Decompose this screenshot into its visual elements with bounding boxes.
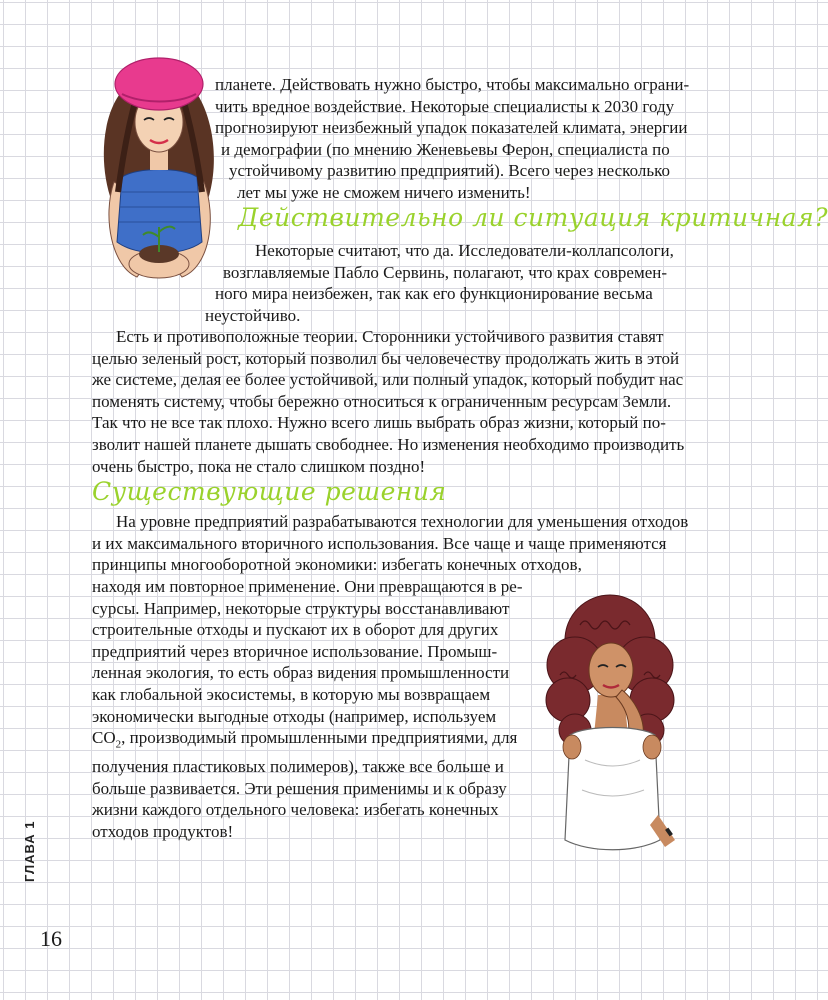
section1-line: очень быстро, пока не стало слишком поздно!	[92, 456, 426, 476]
co2-formula: CO	[92, 728, 116, 748]
intro-line: устойчивому развитию предприятий). Всего через несколько	[229, 161, 670, 181]
section2-line: жизни каждого отдельного человека: избегать конечных	[92, 800, 499, 820]
section1-line: зволит нашей планете дышать свободнее. Но изменения необходимо производить	[92, 434, 685, 454]
section2-line: больше развивается. Эти решения применимы и к образу	[92, 778, 507, 798]
section-heading-solutions: Существующие решения	[92, 477, 447, 506]
section2-line: На уровне предприятий разрабатываются технологии для уменьшения отходов	[116, 512, 689, 531]
section2-paragraph-a	[92, 511, 692, 576]
section2-paragraph-b	[92, 576, 532, 843]
section2-line: ленная экология, то есть образ видения промышленности	[92, 663, 510, 683]
section1-line: целью зеленый рост, который позволил бы человечеству продолжать жить в этой	[92, 348, 680, 368]
intro-line: чить вредное воздействие. Некоторые специалисты к 2030 году	[215, 96, 675, 116]
section2-line: сурсы. Например, некоторые структуры восстанавливают	[92, 598, 510, 618]
section2-line: находя им повторное применение. Они превращаются в ре-	[92, 577, 523, 596]
woman-with-seedling-illustration	[92, 42, 222, 297]
section2-line: экономически выгодные отходы (например, используем	[92, 706, 497, 726]
section2-line: как глобальной экосистемы, в которую мы возвращаем	[92, 684, 491, 704]
section1-line: возглавляемые Пабло Сервинь, полагают, что крах современ-	[223, 262, 668, 282]
section1-line: Так что не все так плохо. Нужно всего лишь выбрать образ жизни, который по-	[92, 413, 666, 433]
section1-line: Некоторые считают, что да. Исследователи-коллапсологи,	[255, 241, 674, 260]
section2-line-co2	[92, 727, 532, 756]
intro-line: и демографии (по мнению Женевьевы Ферон, специалиста по	[221, 139, 670, 159]
section1-line: неустойчиво.	[205, 305, 301, 325]
section1-line: Есть и противоположные теории. Сторонники устойчивого развития ставят	[116, 327, 664, 346]
co2-subscript: 2	[115, 738, 122, 751]
intro-line: лет мы уже не сможем ничего изменить!	[237, 182, 531, 202]
section2-line: строительные отходы и пускают их в оборот для других	[92, 620, 499, 640]
intro-line: прогнозируют неизбежный упадок показателей климата, энергии	[215, 118, 688, 138]
section2-line: и их максимального вторичного использования. Все чаще и чаще применяются	[92, 533, 667, 553]
section1-paragraph-b	[92, 326, 692, 477]
section1-line: поменять систему, чтобы бережно относиться к ограниченным ресурсам Земли.	[92, 391, 672, 411]
section2-line: отходов продуктов!	[92, 821, 234, 841]
curly-haired-woman-illustration	[540, 585, 685, 860]
section1-line: ного мира неизбежен, так как его функционирование весьма	[215, 284, 653, 304]
section-heading-critical: Действительно ли ситуация критичная?	[238, 203, 828, 232]
section1-line: же системе, делая ее более устойчивой, или полный упадок, который побудит нас	[92, 370, 684, 390]
section2-line: получения пластиковых полимеров), также все больше и	[92, 757, 504, 777]
chapter-side-label: ГЛАВА 1	[22, 820, 37, 882]
co2-line-text: , производимый промышленными предприятиями, для	[121, 728, 518, 748]
section2-line: предприятий через вторичное использование. Промыш-	[92, 641, 498, 661]
section1-paragraph-a	[205, 240, 674, 326]
intro-line: планете. Действовать нужно быстро, чтобы максимально ограни-	[215, 75, 690, 94]
section2-line: принципы многооборотной экономики: избегать конечных отходов,	[92, 555, 582, 575]
page-number: 16	[40, 926, 62, 951]
intro-paragraph	[215, 74, 689, 204]
